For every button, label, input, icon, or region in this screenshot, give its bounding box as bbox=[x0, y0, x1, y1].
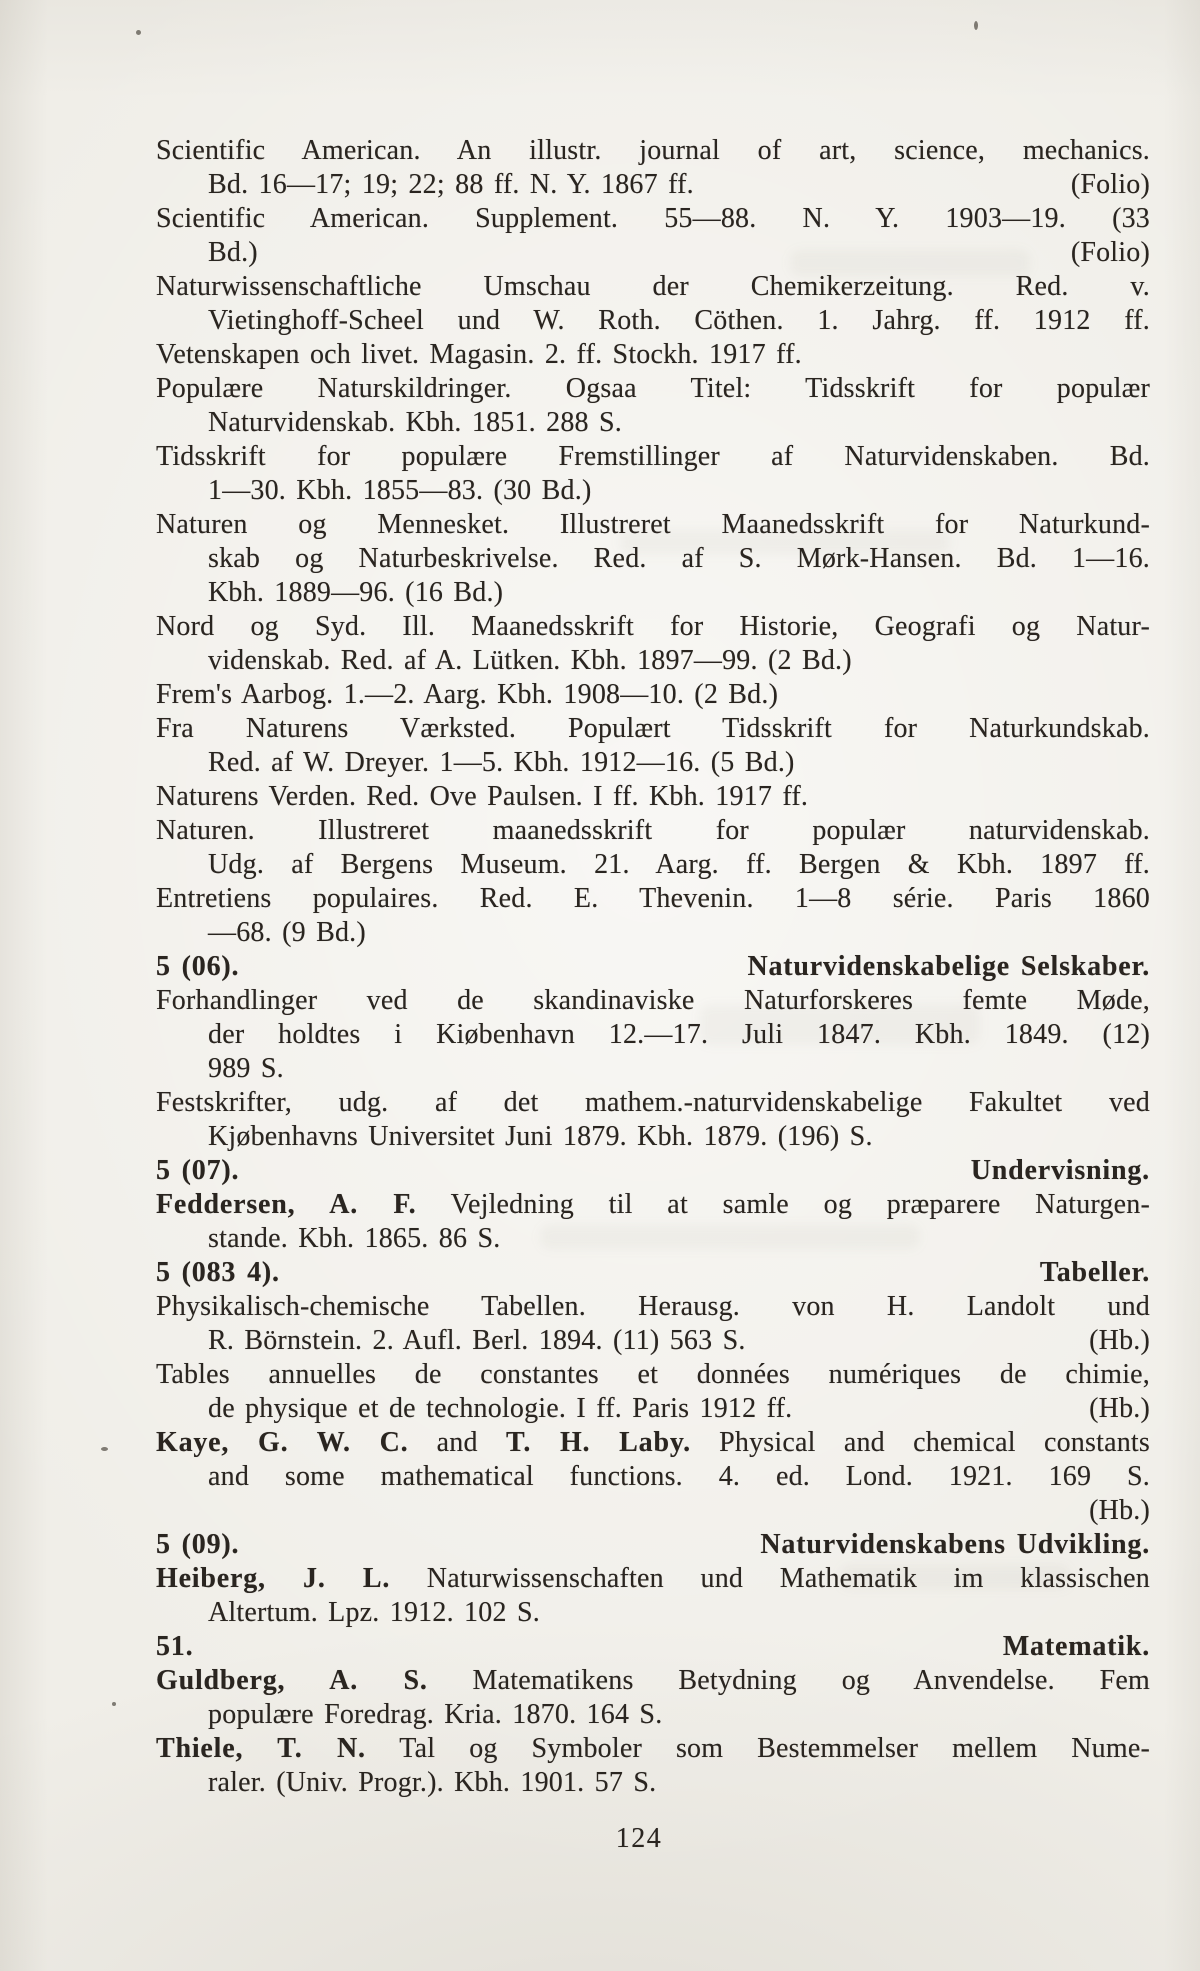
bib-text-bold: 5 (06). bbox=[156, 951, 240, 982]
bib-line bbox=[156, 304, 1150, 338]
bib-text: Tal og Symboler som Bestemmelser mellem Nume- bbox=[365, 1733, 1150, 1764]
line-right bbox=[1071, 236, 1150, 270]
bib-line bbox=[156, 712, 1150, 746]
paper-speck bbox=[136, 30, 141, 35]
bib-text: (Hb.) bbox=[1089, 1495, 1150, 1526]
bib-line bbox=[156, 1358, 1150, 1392]
bib-line bbox=[156, 882, 1150, 916]
bib-text: stande. Kbh. 1865. 86 S. bbox=[208, 1223, 501, 1254]
bib-text: Bd. 16—17; 19; 22; 88 ff. N. Y. 1867 ff. bbox=[208, 169, 694, 200]
bib-text: Festskrifter, udg. af det mathem.-naturvidenskabelige Fakultet ved bbox=[156, 1087, 1150, 1118]
bib-text-bold: 5 (07). bbox=[156, 1155, 240, 1186]
bib-text: (Folio) bbox=[1070, 169, 1150, 200]
paper-speck bbox=[974, 21, 978, 30]
bib-line bbox=[156, 780, 1150, 814]
bib-text: Kjøbenhavns Universitet Juni 1879. Kbh. 1879. (196) S. bbox=[208, 1121, 873, 1152]
bib-line bbox=[156, 1426, 1150, 1460]
bib-text: (Hb.) bbox=[1089, 1325, 1150, 1356]
bib-text: Vetenskapen och livet. Magasin. 2. ff. Stockh. 1917 ff. bbox=[156, 339, 802, 370]
line-right bbox=[1089, 1324, 1150, 1358]
bib-text: Altertum. Lpz. 1912. 102 S. bbox=[208, 1597, 540, 1628]
line-left bbox=[156, 1256, 280, 1290]
paper-speck bbox=[112, 1702, 116, 1706]
bib-text: Fra Naturens Værksted. Populært Tidsskrift for Naturkundskab. bbox=[156, 713, 1150, 744]
bib-text-bold: 51. bbox=[156, 1631, 194, 1662]
line-right bbox=[971, 1154, 1150, 1188]
bib-line bbox=[156, 440, 1150, 474]
bib-text: Populære Naturskildringer. Ogsaa Titel: Tidsskrift for populær bbox=[156, 373, 1150, 404]
bib-line bbox=[156, 508, 1150, 542]
bib-line bbox=[156, 678, 1150, 712]
bib-line bbox=[156, 1732, 1150, 1766]
bib-text-bold: Matematik. bbox=[1002, 1631, 1150, 1662]
bib-line bbox=[156, 610, 1150, 644]
line-left bbox=[208, 1324, 746, 1358]
bib-text: Naturen og Mennesket. Illustreret Maanedsskrift for Naturkund- bbox=[156, 509, 1150, 540]
line-right bbox=[747, 950, 1150, 984]
bib-line bbox=[156, 1596, 1150, 1630]
bib-text: der holdtes i Kiøbenhavn 12.—17. Juli 1847. Kbh. 1849. (12) bbox=[208, 1019, 1150, 1050]
bib-line bbox=[156, 1562, 1150, 1596]
bib-line bbox=[156, 1222, 1150, 1256]
bib-text: Tables annuelles de constantes et données numériques de chimie, bbox=[156, 1359, 1150, 1390]
bib-text: R. Börnstein. 2. Aufl. Berl. 1894. (11) 563 S. bbox=[208, 1325, 746, 1356]
bib-line bbox=[156, 338, 1150, 372]
bib-line bbox=[156, 1664, 1150, 1698]
line-left bbox=[156, 1154, 239, 1188]
bib-line bbox=[156, 1120, 1150, 1154]
bib-text: Physikalisch-chemische Tabellen. Herausg. von H. Landolt und bbox=[156, 1291, 1150, 1322]
bib-text-bold: Guldberg, A. S. bbox=[156, 1665, 428, 1696]
bib-line bbox=[156, 1630, 1150, 1664]
bib-text: 989 S. bbox=[208, 1053, 284, 1084]
bib-line bbox=[156, 168, 1150, 202]
line-right bbox=[1089, 1392, 1150, 1426]
bib-line bbox=[156, 984, 1150, 1018]
line-right bbox=[1003, 1630, 1150, 1664]
bib-text-bold: Kaye, G. W. C. bbox=[156, 1427, 409, 1458]
page-number: 124 bbox=[615, 1823, 663, 1854]
bib-line bbox=[156, 916, 1150, 950]
bib-line bbox=[156, 746, 1150, 780]
line-left bbox=[156, 1630, 193, 1664]
bibliography-text-block bbox=[156, 134, 1150, 1800]
bib-line bbox=[156, 1256, 1150, 1290]
bib-text: skab og Naturbeskrivelse. Red. af S. Mørk-Hansen. Bd. 1—16. bbox=[208, 543, 1150, 574]
bib-text: Forhandlinger ved de skandinaviske Naturforskeres femte Møde, bbox=[156, 985, 1150, 1016]
line-left bbox=[156, 950, 239, 984]
bib-text: Naturwissenschaften und Mathematik im klassischen bbox=[390, 1563, 1150, 1594]
bib-line bbox=[156, 134, 1150, 168]
bib-text-bold: Heiberg, J. L. bbox=[156, 1563, 391, 1594]
bib-text: videnskab. Red. af A. Lütken. Kbh. 1897—99. (2 Bd.) bbox=[208, 645, 852, 676]
bib-text: de physique et de technologie. I ff. Paris 1912 ff. bbox=[208, 1393, 793, 1424]
bib-text-bold: Undervisning. bbox=[970, 1155, 1150, 1186]
line-left bbox=[208, 1392, 792, 1426]
bib-text: Red. af W. Dreyer. 1—5. Kbh. 1912—16. (5 Bd.) bbox=[208, 747, 795, 778]
bib-line bbox=[156, 1698, 1150, 1732]
bib-line bbox=[156, 270, 1150, 304]
bib-line bbox=[156, 1018, 1150, 1052]
bib-line bbox=[156, 1188, 1150, 1222]
bib-text: Frem's Aarbog. 1.—2. Aarg. Kbh. 1908—10. (2 Bd.) bbox=[156, 679, 779, 710]
bib-text: Scientific American. Supplement. 55—88. N. Y. 1903—19. (33 bbox=[156, 203, 1150, 234]
line-right bbox=[760, 1528, 1150, 1562]
paper-speck bbox=[101, 1447, 108, 1451]
bib-line bbox=[156, 406, 1150, 440]
line-left bbox=[208, 236, 258, 270]
bib-line bbox=[156, 474, 1150, 508]
bib-text-bold: Thiele, T. N. bbox=[156, 1733, 366, 1764]
bib-line bbox=[156, 1052, 1150, 1086]
bib-text: Kbh. 1889—96. (16 Bd.) bbox=[208, 577, 504, 608]
bib-line bbox=[156, 644, 1150, 678]
bib-text: populære Foredrag. Kria. 1870. 164 S. bbox=[208, 1699, 663, 1730]
bib-text: Matematikens Betydning og Anvendelse. Fem bbox=[427, 1665, 1150, 1696]
bib-text: and bbox=[408, 1427, 506, 1458]
bib-text: and some mathematical functions. 4. ed. Lond. 1921. 169 S. bbox=[208, 1461, 1150, 1492]
bib-line bbox=[156, 372, 1150, 406]
bib-text-bold: Tabeller. bbox=[1039, 1257, 1150, 1288]
bib-text: Nord og Syd. Ill. Maanedsskrift for Historie, Geografi og Natur- bbox=[156, 611, 1150, 642]
bib-text: Naturens Verden. Red. Ove Paulsen. I ff. Kbh. 1917 ff. bbox=[156, 781, 809, 812]
bib-text: Vietinghoff-Scheel und W. Roth. Cöthen. 1. Jahrg. ff. 1912 ff. bbox=[208, 305, 1150, 336]
bib-text-bold: Naturvidenskabens Udvikling. bbox=[760, 1529, 1150, 1560]
bib-line bbox=[156, 1392, 1150, 1426]
bib-line bbox=[156, 202, 1150, 236]
bib-text: Tidsskrift for populære Fremstillinger af Naturvidenskaben. Bd. bbox=[156, 441, 1150, 472]
bib-text: Udg. af Bergens Museum. 21. Aarg. ff. Bergen & Kbh. 1897 ff. bbox=[208, 849, 1150, 880]
line-left bbox=[156, 1528, 239, 1562]
bib-text-bold: Naturvidenskabelige Selskaber. bbox=[747, 951, 1150, 982]
bib-text-bold: 5 (09). bbox=[156, 1529, 240, 1560]
bib-line bbox=[156, 576, 1150, 610]
bib-text: Vejledning til at samle og præparere Naturgen- bbox=[416, 1189, 1150, 1220]
bib-line bbox=[156, 1460, 1150, 1494]
bib-line bbox=[156, 542, 1150, 576]
bib-line bbox=[156, 236, 1150, 270]
bib-text: raler. (Univ. Progr.). Kbh. 1901. 57 S. bbox=[208, 1767, 657, 1798]
bib-text: (Hb.) bbox=[1089, 1393, 1150, 1424]
bib-text: 1—30. Kbh. 1855—83. (30 Bd.) bbox=[208, 475, 592, 506]
bib-text-bold: 5 (083 4). bbox=[156, 1257, 280, 1288]
bib-text: Naturen. Illustreret maanedsskrift for populær naturvidenskab. bbox=[156, 815, 1150, 846]
line-right bbox=[1040, 1256, 1150, 1290]
bib-text-bold: T. H. Laby. bbox=[505, 1427, 691, 1458]
bib-line bbox=[156, 848, 1150, 882]
bib-text-bold: Feddersen, A. F. bbox=[156, 1189, 417, 1220]
bib-text: —68. (9 Bd.) bbox=[208, 917, 366, 948]
bib-line bbox=[156, 1324, 1150, 1358]
bib-text: Naturvidenskab. Kbh. 1851. 288 S. bbox=[208, 407, 622, 438]
bib-text: Scientific American. An illustr. journal of art, science, mechanics. bbox=[156, 135, 1150, 166]
bib-text: Naturwissenschaftliche Umschau der Chemikerzeitung. Red. v. bbox=[156, 271, 1150, 302]
line-left bbox=[208, 168, 694, 202]
bib-text: Bd.) bbox=[208, 237, 258, 268]
bib-line bbox=[156, 1290, 1150, 1324]
bib-line bbox=[156, 1086, 1150, 1120]
bib-text: (Folio) bbox=[1070, 237, 1150, 268]
bib-line bbox=[156, 814, 1150, 848]
bib-line bbox=[156, 1154, 1150, 1188]
bib-text: Entretiens populaires. Red. E. Thevenin. 1—8 série. Paris 1860 bbox=[156, 883, 1150, 914]
bib-line bbox=[156, 1766, 1150, 1800]
line-right bbox=[1071, 168, 1150, 202]
bib-line bbox=[156, 1528, 1150, 1562]
bib-line bbox=[156, 1494, 1150, 1528]
bib-text: Physical and chemical constants bbox=[690, 1427, 1150, 1458]
bib-line bbox=[156, 950, 1150, 984]
